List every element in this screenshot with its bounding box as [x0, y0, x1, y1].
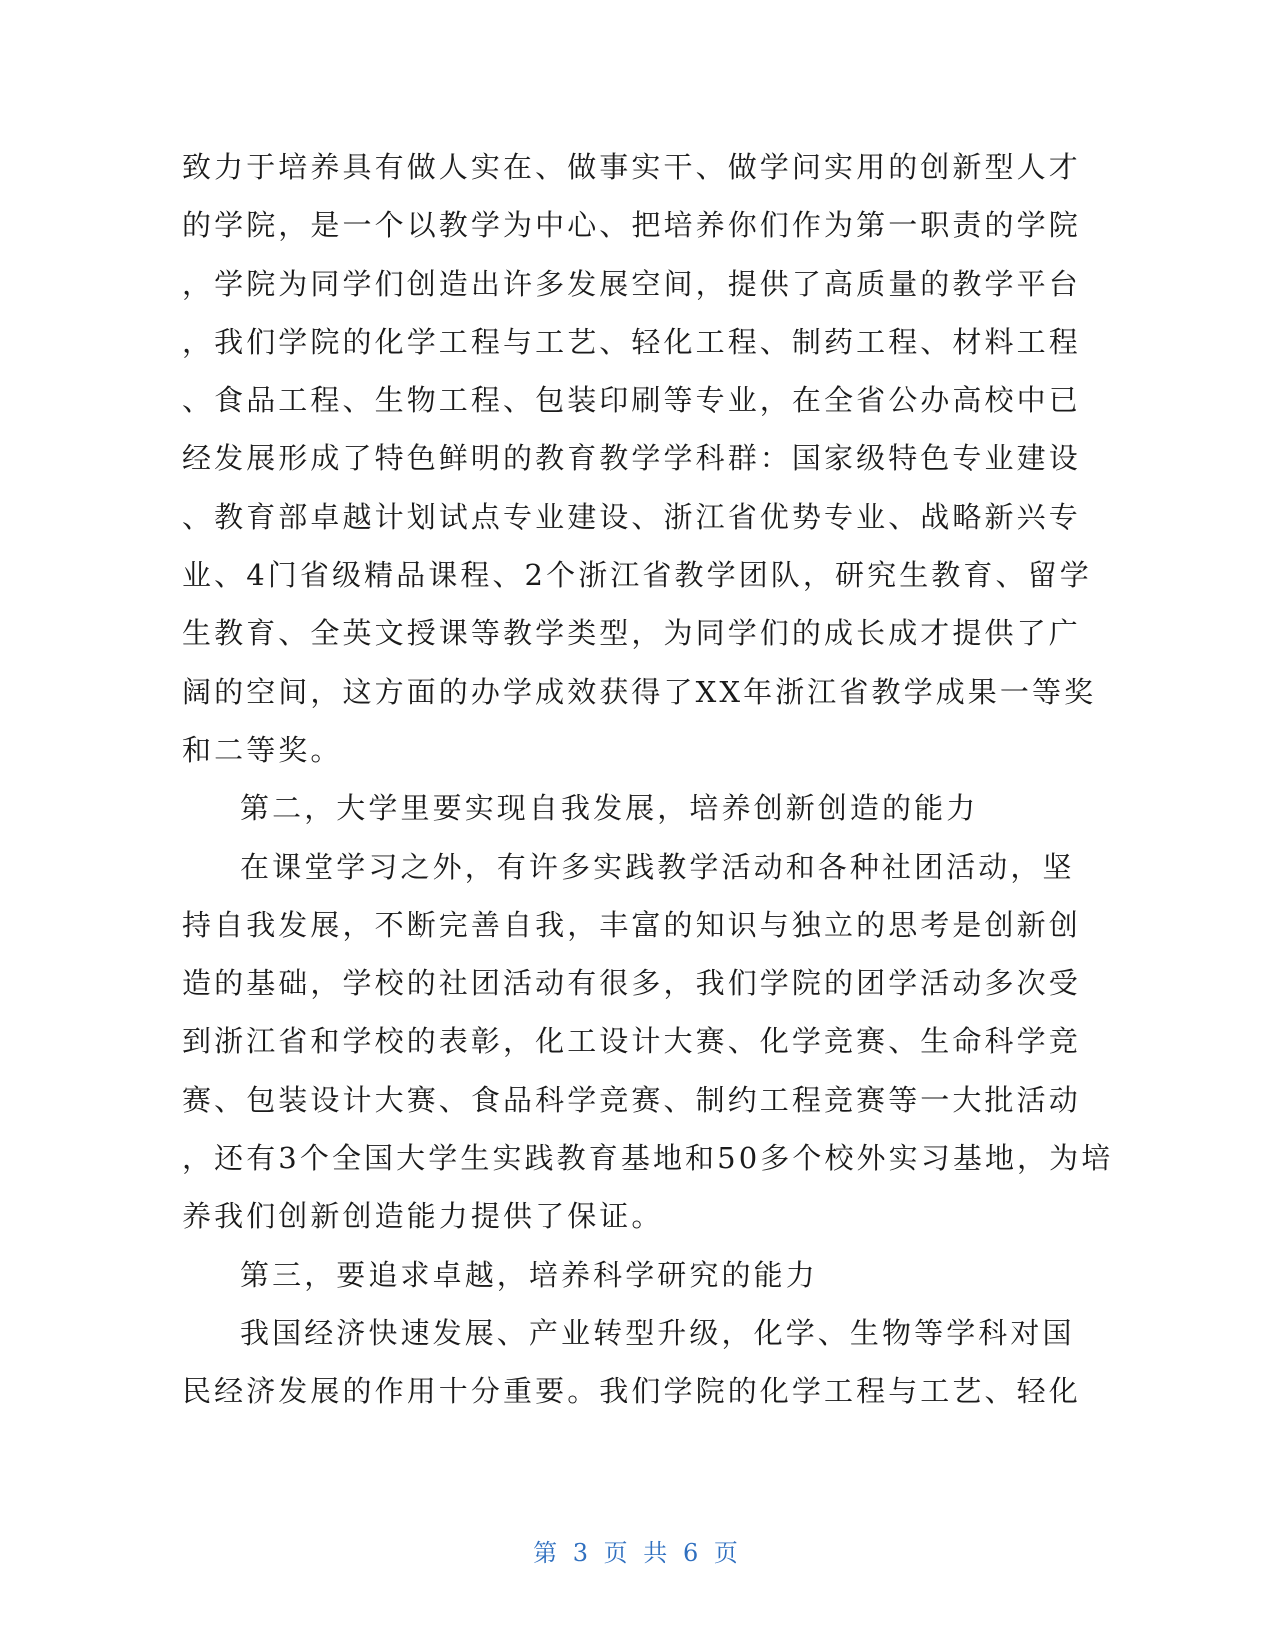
text-line: 在课堂学习之外，有许多实践教学活动和各种社团活动，坚 [240, 849, 1075, 884]
text-line: 造的基础，学校的社团活动有很多，我们学院的团学活动多次受 [182, 966, 1081, 1001]
text-line: 、食品工程、生物工程、包装印刷等专业，在全省公办高校中已 [182, 383, 1081, 418]
text-line: 致力于培养具有做人实在、做事实干、做学问实用的创新型人才 [182, 150, 1081, 184]
text-line: 和二等奖。 [182, 732, 343, 767]
text-line: ，还有3个全国大学生实践教育基地和50多个校外实习基地，为培 [182, 1141, 1114, 1176]
text-line: 我国经济快速发展、产业转型升级，化学、生物等学科对国 [240, 1315, 1075, 1350]
page-number-footer: 第 3 页 共 6 页 [533, 1539, 742, 1567]
text-line: 持自我发展，不断完善自我，丰富的知识与独立的思考是创新创 [182, 907, 1081, 942]
text-line: ，学院为同学们创造出许多发展空间，提供了高质量的教学平台 [182, 266, 1081, 301]
text-line: 养我们创新创造能力提供了保证。 [182, 1199, 664, 1234]
text-line: 到浙江省和学校的表彰，化工设计大赛、化学竞赛、生命科学竞 [182, 1024, 1081, 1059]
text-line: 阔的空间，这方面的办学成效获得了XX年浙江省教学成果一等奖 [182, 674, 1097, 709]
text-line: 生教育、全英文授课等教学类型，为同学们的成长成才提供了广 [182, 616, 1081, 651]
text-line: 的学院，是一个以教学为中心、把培养你们作为第一职责的学院 [182, 208, 1081, 243]
text-line: 经发展形成了特色鲜明的教育教学学科群：国家级特色专业建设 [182, 441, 1081, 476]
text-line: 业、4门省级精品课程、2个浙江省教学团队，研究生教育、留学 [182, 558, 1092, 593]
text-line: 第二，大学里要实现自我发展，培养创新创造的能力 [240, 791, 979, 826]
text-line: 第三，要追求卓越，培养科学研究的能力 [240, 1257, 818, 1292]
text-line: 赛、包装设计大赛、食品科学竞赛、制约工程竞赛等一大批活动 [182, 1082, 1081, 1117]
text-line: ，我们学院的化学工程与工艺、轻化工程、制药工程、材料工程 [182, 324, 1081, 359]
text-line: 民经济发展的作用十分重要。我们学院的化学工程与工艺、轻化 [182, 1374, 1081, 1409]
text-line: 、教育部卓越计划试点专业建设、浙江省优势专业、战略新兴专 [182, 499, 1081, 534]
document-body [182, 138, 1114, 1421]
